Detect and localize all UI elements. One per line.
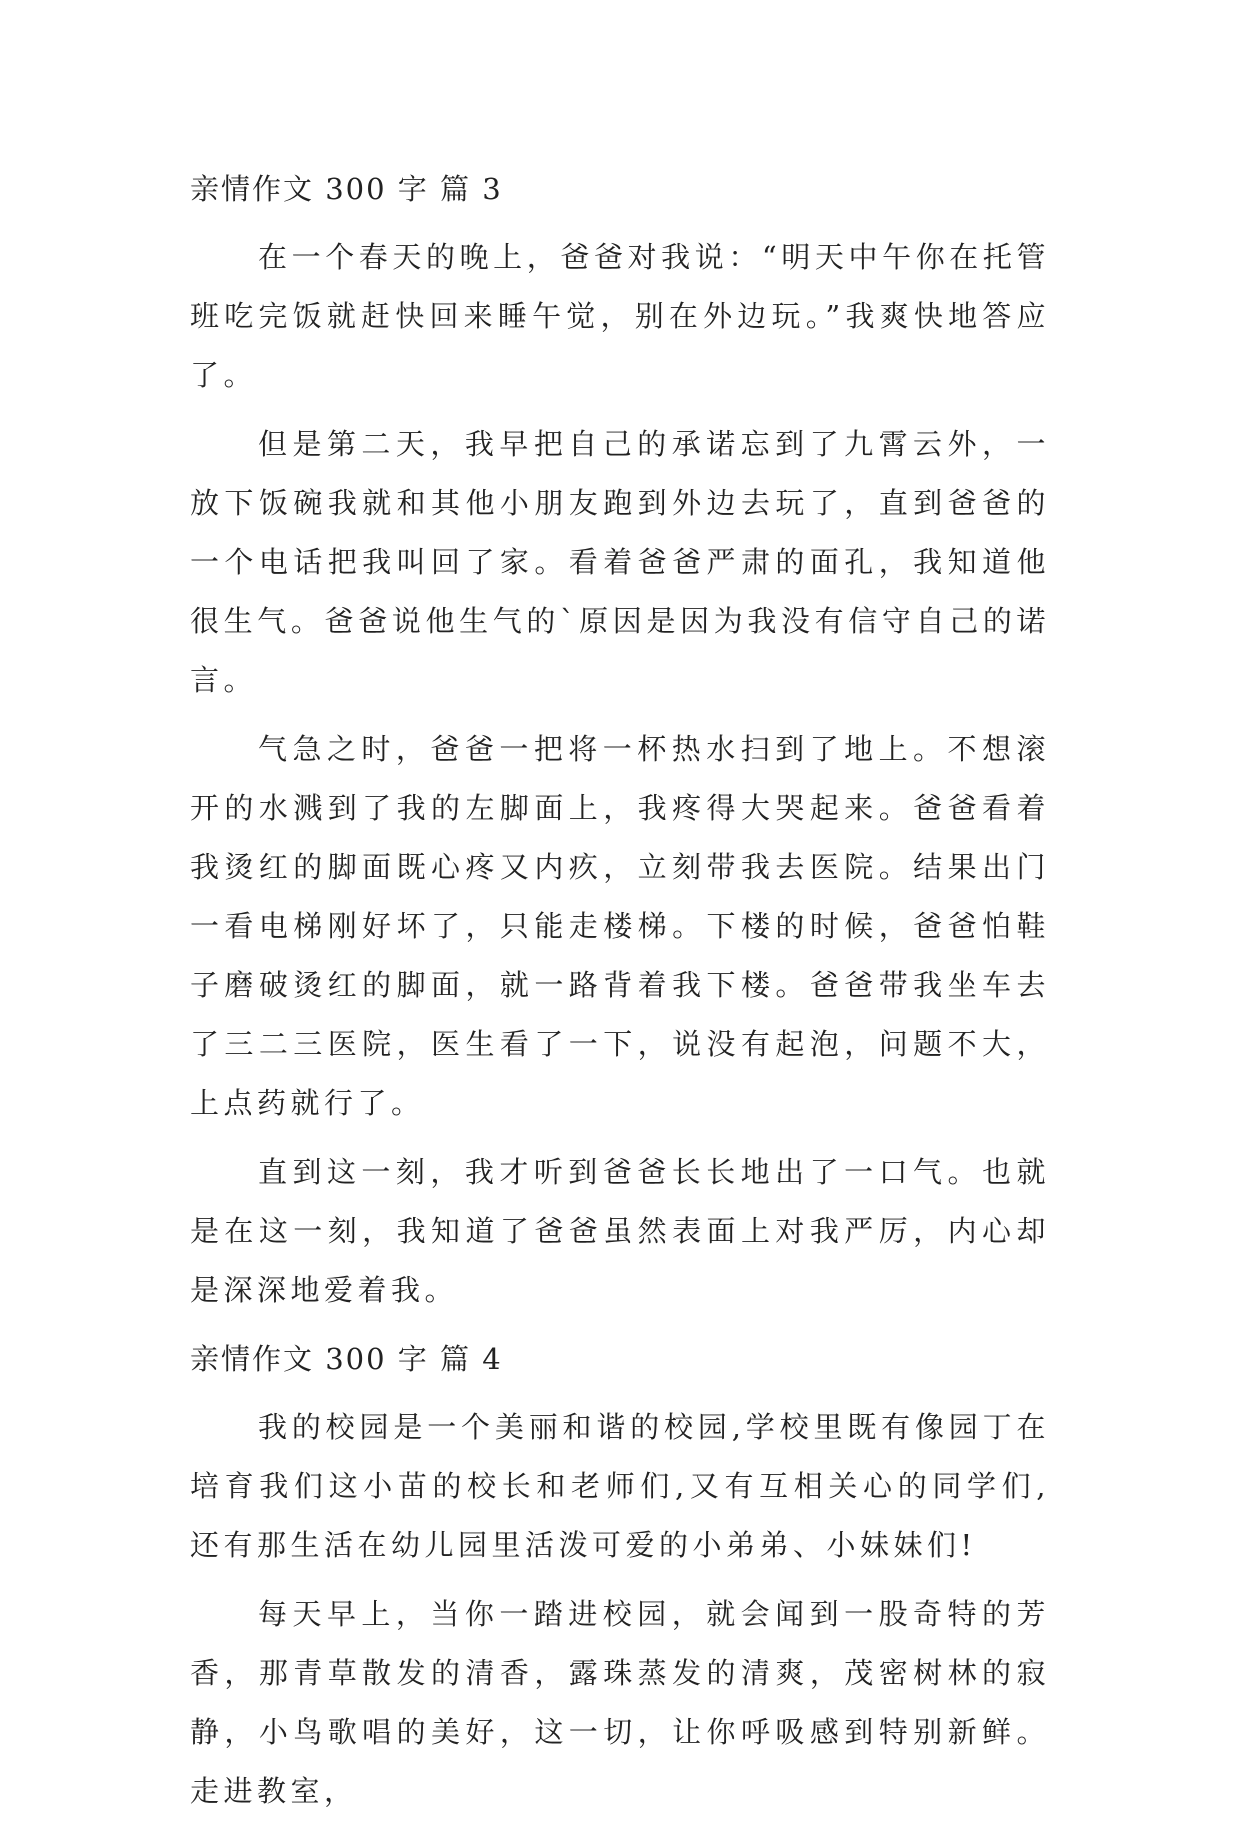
paragraph: 气急之时，爸爸一把将一杯热水扫到了地上。不想滚开的水溅到了我的左脚面上，我疼得大哭起来。爸爸看着我烫红的脚面既心疼又内疚，立刻带我去医院。结果出门一看电梯刚好坏了，只能走楼梯。下楼的时候，爸爸怕鞋子磨破烫红的脚面，就一路背着我下楼。爸爸带我坐车去了三二三医院，医生看了一下，说没有起泡，问题不大，上点药就行了。 xyxy=(190,732,1050,1120)
paragraph: 直到这一刻，我才听到爸爸长长地出了一口气。也就是在这一刻，我知道了爸爸虽然表面上对我严厉，内心却是深深地爱着我。 xyxy=(190,1155,1050,1307)
document-body xyxy=(190,160,1050,1831)
paragraph: 在一个春天的晚上，爸爸对我说：“明天中午你在托管班吃完饭就赶快回来睡午觉，别在外边玩。”我爽快地答应了。 xyxy=(190,240,1050,392)
essay-section-4 xyxy=(190,1330,1050,1821)
section-heading: 亲情作文 300 字 篇 3 xyxy=(190,172,503,206)
paragraph: 每天早上，当你一踏进校园，就会闻到一股奇特的芳香，那青草散发的清香，露珠蒸发的清爽，茂密树林的寂静，小鸟歌唱的美好，这一切，让你呼吸感到特别新鲜。走进教室， xyxy=(190,1597,1050,1808)
essay-section-3 xyxy=(190,160,1050,1320)
paragraph: 我的校园是一个美丽和谐的校园,学校里既有像园丁在培育我们这小苗的校长和老师们,又有互相关心的同学们,还有那生活在幼儿园里活泼可爱的小弟弟、小妹妹们! xyxy=(190,1410,1050,1562)
section-heading: 亲情作文 300 字 篇 4 xyxy=(190,1342,503,1376)
paragraph: 但是第二天，我早把自己的承诺忘到了九霄云外，一放下饭碗我就和其他小朋友跑到外边去玩了，直到爸爸的一个电话把我叫回了家。看着爸爸严肃的面孔，我知道他很生气。爸爸说他生气的`原因是因为我没有信守自己的诺言。 xyxy=(190,427,1050,697)
